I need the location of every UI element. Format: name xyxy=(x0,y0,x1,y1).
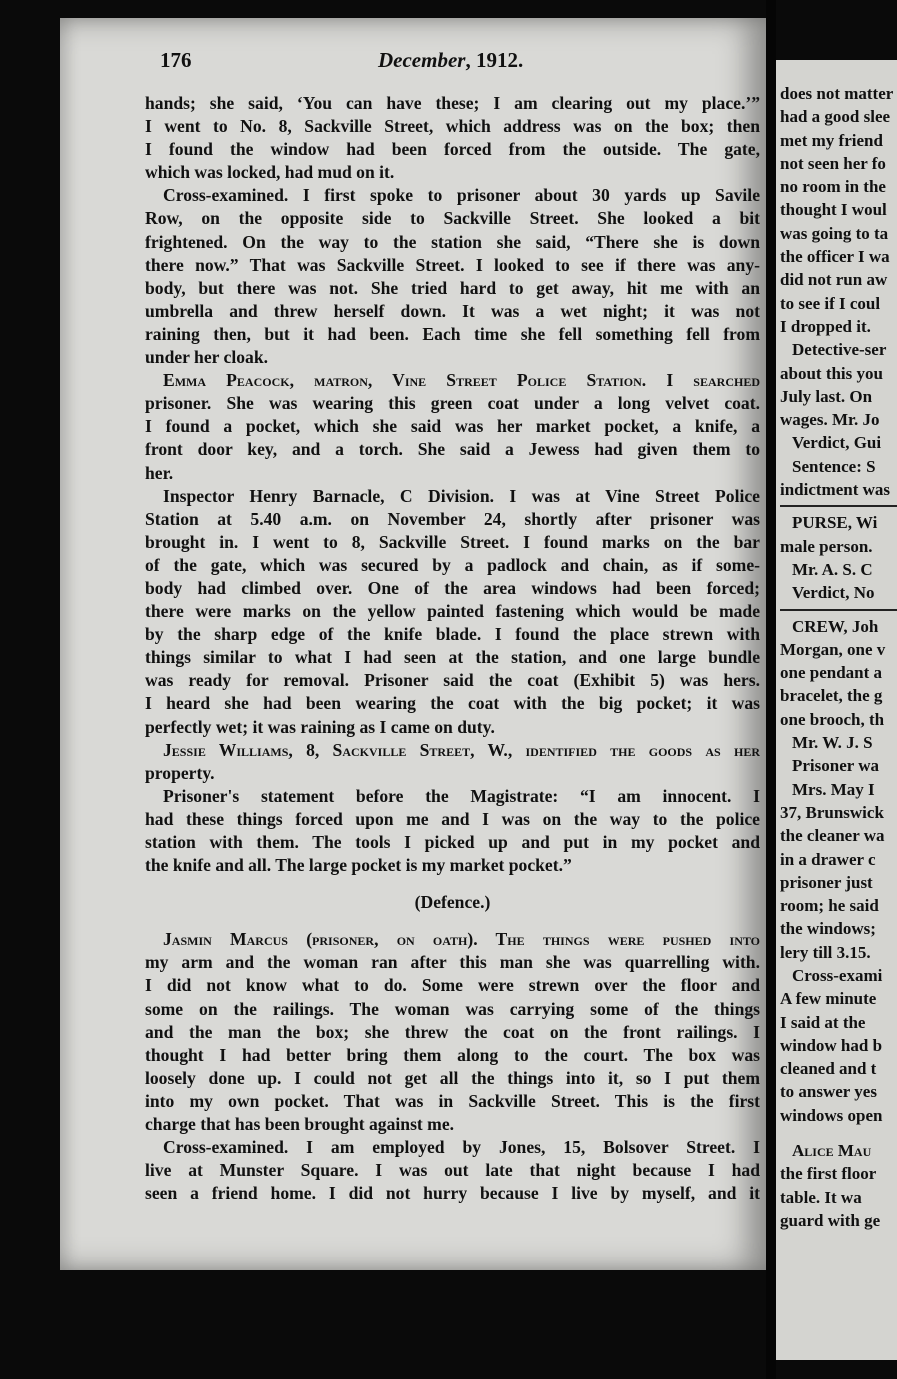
text-line: Prisoner's statement before the Magistrate: “I am innocent. I xyxy=(163,785,760,806)
text-line: 37, Brunswick xyxy=(780,802,884,822)
text-line: of the gate, which was secured by a padlock and chain, as if some- xyxy=(145,554,760,575)
text-line: some on the railings. The woman was carrying some of the things xyxy=(145,998,760,1019)
text-line: station with them. The tools I picked up and put in my pocket and xyxy=(145,832,760,852)
text-line: was ready for removal. Prisoner said the coat (Exhibit 5) was hers. xyxy=(145,670,760,691)
text-line: no room in the xyxy=(780,177,886,197)
text-line: prisoner just xyxy=(780,872,873,892)
text-line: Cross-examined. I first spoke to prisoner about 30 yards up Savile xyxy=(163,185,760,206)
right-page-text xyxy=(780,82,897,1232)
text-line: live at Munster Square. I was out late that night because I had xyxy=(145,1160,760,1181)
section-rule xyxy=(780,505,897,507)
text-line: CREW, Joh xyxy=(792,616,879,636)
text-line: hands; she said, ‘You can have these; I am clearing out my place.’” xyxy=(145,93,760,113)
text-line: in a drawer c xyxy=(780,849,876,869)
text-line: I did not know what to do. Some were strewn over the floor and xyxy=(145,975,760,996)
text-line: I found a pocket, which she said was her market pocket, a knife, a xyxy=(145,416,760,437)
text-line: thought I had better bring them along to the court. The box was xyxy=(145,1044,760,1065)
text-line: Mr. A. S. C xyxy=(792,559,873,579)
text-line: Station at 5.40 a.m. on November 24, shortly after prisoner was xyxy=(145,508,760,529)
text-line: guard with ge xyxy=(780,1210,881,1230)
text-line: raining then, but it had been. Each time she fell something fell from xyxy=(145,323,760,344)
text-line: about this you xyxy=(780,363,883,383)
text-line: Cross-exami xyxy=(792,965,883,985)
page-number: 176 xyxy=(160,48,192,72)
text-line: and the man the box; she threw the coat on the front railings. I xyxy=(145,1021,760,1042)
text-line: I went to No. 8, Sackville Street, which address was on the box; then xyxy=(145,116,760,137)
text-line: prisoner. She was wearing this green coat under a long velvet coat. xyxy=(145,393,760,414)
text-line: umbrella and threw herself down. It was a wet night; it was not xyxy=(145,300,760,321)
left-page xyxy=(60,18,766,1270)
text-line: was going to ta xyxy=(780,223,889,243)
section-spacer xyxy=(780,1127,897,1139)
text-line: window had b xyxy=(780,1035,883,1055)
body-text xyxy=(145,92,760,1205)
text-line: property. xyxy=(145,762,215,783)
text-line: brought in. I went to 8, Sackville Street. I found marks on the bar xyxy=(145,531,760,552)
text-line: I found the window had been forced from the outside. The gate, xyxy=(145,139,760,160)
text-line: to see if I coul xyxy=(780,293,881,313)
text-line: had a good slee xyxy=(780,107,891,127)
text-line: body, but there was not. She tried hard to get away, hit me with an xyxy=(145,277,760,298)
text-line: Prisoner wa xyxy=(792,756,880,776)
text-line: Jessie Williams, 8, Sackville Street, W., identified the goods as her xyxy=(163,739,760,760)
text-line: there now.” That was Sackville Street. I looked to see if there was any- xyxy=(145,254,760,275)
text-line: body had climbed over. One of the area windows had been forced; xyxy=(145,577,760,598)
text-line: Sentence: S xyxy=(792,456,876,476)
text-line: Detective-ser xyxy=(792,340,887,360)
text-line: room; he said xyxy=(780,896,879,916)
text-line: there were marks on the yellow painted fastening which would be made xyxy=(145,601,760,622)
text-line: male person. xyxy=(780,536,873,556)
section-heading: (Defence.) xyxy=(414,892,491,913)
text-line: had these things forced upon me and I was on the way to the police xyxy=(145,808,760,829)
text-line: A few minute xyxy=(780,989,877,1009)
text-line: Row, on the opposite side to Sackville Street. She looked a bit xyxy=(145,208,760,229)
text-line: seen a friend home. I did not hurry because I live by myself, and it xyxy=(145,1183,760,1204)
text-line: Mrs. May I xyxy=(792,779,875,799)
running-title-month: December xyxy=(378,48,466,72)
text-line: Jasmin Marcus (prisoner, on oath). The things were pushed into xyxy=(163,929,760,950)
text-line: the cleaner wa xyxy=(780,826,885,846)
text-line: does not matter xyxy=(780,84,894,103)
text-line: table. It wa xyxy=(780,1187,862,1207)
text-line: I heard she had been wearing the coat with the big pocket; it was xyxy=(145,693,760,714)
text-line: PURSE, Wi xyxy=(792,513,878,533)
running-title xyxy=(378,48,523,73)
text-line: lery till 3.15. xyxy=(780,942,871,962)
text-line: the first floor xyxy=(780,1164,877,1184)
text-line: loosely done up. I could not get all the things into it, so I put them xyxy=(145,1067,760,1088)
book-gutter xyxy=(766,0,776,1379)
text-line: windows open xyxy=(780,1105,883,1125)
text-line: Verdict, Gui xyxy=(792,433,882,453)
text-line: the officer I wa xyxy=(780,247,890,267)
text-line: one brooch, th xyxy=(780,709,885,729)
text-line: into my own pocket. That was in Sackville Street. This is the first xyxy=(145,1090,760,1111)
section-spacer xyxy=(145,914,760,928)
section-rule xyxy=(780,609,897,611)
right-page xyxy=(776,60,897,1360)
text-line: her. xyxy=(145,462,174,483)
text-line: Inspector Henry Barnacle, C Division. I was at Vine Street Police xyxy=(163,485,760,506)
text-line: not seen her fo xyxy=(780,153,886,173)
text-line: my arm and the woman ran after this man she was quarrelling with. xyxy=(145,952,760,973)
text-line: Alice Mau xyxy=(792,1141,872,1161)
running-title-year: , 1912. xyxy=(465,48,524,72)
text-line: met my friend xyxy=(780,130,883,150)
text-line: did not run aw xyxy=(780,270,888,290)
text-line: things similar to what I had seen at the station, and one large bundle xyxy=(145,647,760,668)
text-line: frightened. On the way to the station she said, “There she is down xyxy=(145,231,760,252)
text-line: Verdict, No xyxy=(792,583,875,603)
text-line: wages. Mr. Jo xyxy=(780,410,880,430)
text-line: Cross-examined. I am employed by Jones, 15, Bolsover Street. I xyxy=(163,1137,760,1158)
text-line: Mr. W. J. S xyxy=(792,733,873,753)
text-line: front door key, and a torch. She said a Jewess had given them to xyxy=(145,439,760,460)
text-line: July last. On xyxy=(780,386,873,406)
text-line: cleaned and t xyxy=(780,1059,877,1079)
section-spacer xyxy=(145,877,760,891)
text-line: charge that has been brought against me. xyxy=(145,1114,455,1135)
text-line: Emma Peacock, matron, Vine Street Police Station. I searched xyxy=(163,370,760,391)
text-line: I dropped it. xyxy=(780,316,871,336)
text-line: the knife and all. The large pocket is my market pocket.” xyxy=(145,855,572,876)
text-line: bracelet, the g xyxy=(780,686,883,706)
text-line: perfectly wet; it was raining as I came on duty. xyxy=(145,716,495,737)
text-line: by the sharp edge of the knife blade. I found the place strewn with xyxy=(145,624,760,645)
page-header xyxy=(156,48,766,84)
text-line: I said at the xyxy=(780,1012,866,1032)
text-line: under her cloak. xyxy=(145,347,269,368)
text-line: Morgan, one v xyxy=(780,639,886,659)
text-line: thought I woul xyxy=(780,200,887,220)
text-line: one pendant a xyxy=(780,663,883,683)
text-line: the windows; xyxy=(780,919,876,939)
text-line: indictment was xyxy=(780,480,891,500)
text-line: to answer yes xyxy=(780,1082,877,1102)
text-line: which was locked, had mud on it. xyxy=(145,162,395,183)
